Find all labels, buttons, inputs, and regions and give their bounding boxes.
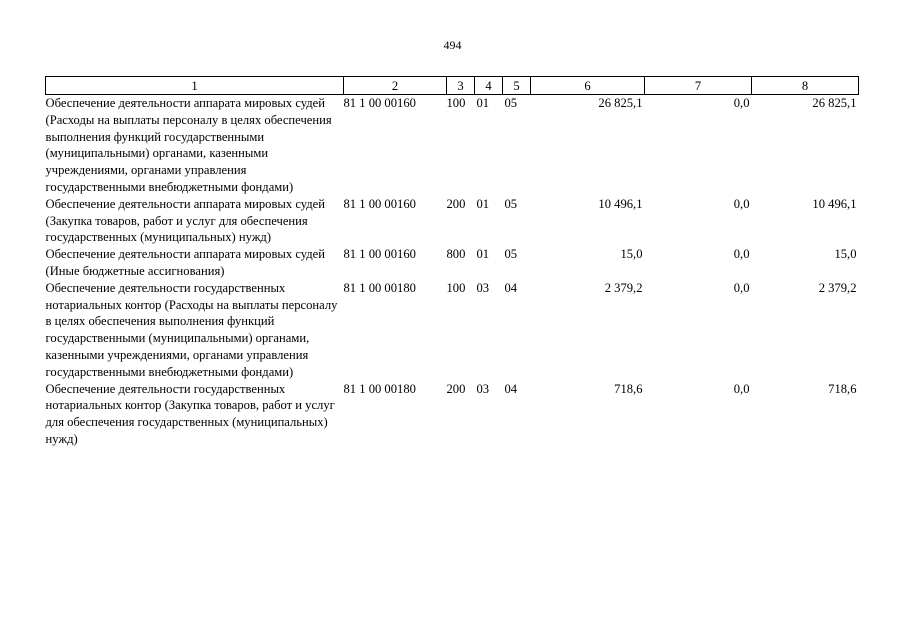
row-col4: 03 — [476, 381, 490, 396]
row-col3: 800 — [446, 247, 466, 262]
row-col7: 0,0 — [733, 381, 750, 396]
row-col6: 718,6 — [614, 381, 643, 396]
row-description: Обеспечение деятельности государственных нотариальных контор (Расходы на выплаты персоналу в целях обеспечения выполнения функций государственными (муниципальными) органами, казенными учреждениями, органами управления государственными внебюджетными фондами) — [45, 280, 338, 379]
table-row — [46, 246, 859, 280]
table-header — [46, 77, 859, 95]
row-code: 81 1 00 00160 — [343, 96, 416, 110]
row-description: Обеспечение деятельности аппарата мировых судей (Иные бюджетные ассигнования) — [45, 247, 325, 278]
row-col7: 0,0 — [733, 96, 750, 110]
row-col4: 03 — [476, 280, 490, 295]
row-col6: 15,0 — [620, 247, 643, 262]
row-description: Обеспечение деятельности аппарата мировых судей (Закупка товаров, работ и услуг для обеспечения государственных (муниципальных) нужд) — [45, 196, 325, 245]
row-code: 81 1 00 00160 — [343, 247, 416, 262]
column-header-4: 4 — [475, 77, 503, 95]
column-header-6: 6 — [531, 77, 645, 95]
row-col7: 0,0 — [733, 247, 750, 262]
table-body — [46, 95, 859, 448]
column-header-8: 8 — [752, 77, 859, 95]
header-row — [46, 77, 859, 95]
row-code: 81 1 00 00180 — [343, 381, 416, 396]
row-col6: 10 496,1 — [598, 196, 643, 211]
table-row — [46, 280, 859, 381]
page-number: 494 — [443, 38, 462, 52]
row-col5: 05 — [504, 247, 518, 262]
row-col6: 2 379,2 — [604, 280, 643, 295]
row-col8: 26 825,1 — [812, 96, 857, 110]
row-col4: 01 — [476, 247, 490, 262]
row-code: 81 1 00 00160 — [343, 196, 416, 211]
column-header-3: 3 — [447, 77, 475, 95]
budget-table — [45, 76, 859, 448]
row-col8: 10 496,1 — [812, 196, 857, 211]
table-row — [46, 381, 859, 448]
row-col4: 01 — [476, 196, 490, 211]
column-header-5: 5 — [503, 77, 531, 95]
row-col5: 04 — [504, 381, 518, 396]
row-col8: 718,6 — [828, 381, 857, 396]
row-code: 81 1 00 00180 — [343, 280, 416, 295]
row-col7: 0,0 — [733, 280, 750, 295]
column-header-7: 7 — [645, 77, 752, 95]
row-description: Обеспечение деятельности аппарата мировых судей (Расходы на выплаты персоналу в целях обеспечения выполнения функций государственными (муниципальными) органами, казенными учреждениями, органами управления государственными внебюджетными фондами) — [45, 96, 332, 194]
row-col5: 04 — [504, 280, 518, 295]
row-col5: 05 — [504, 96, 518, 110]
row-description: Обеспечение деятельности государственных нотариальных контор (Закупка товаров, работ и услуг для обеспечения государственных (муниципальных) нужд) — [45, 381, 335, 446]
row-col3: 200 — [446, 381, 466, 396]
row-col3: 100 — [446, 96, 466, 110]
row-col8: 2 379,2 — [818, 280, 857, 295]
row-col7: 0,0 — [733, 196, 750, 211]
row-col3: 200 — [446, 196, 466, 211]
row-col6: 26 825,1 — [598, 96, 643, 110]
column-header-1: 1 — [46, 77, 344, 95]
table-row — [46, 196, 859, 246]
row-col8: 15,0 — [834, 247, 857, 262]
column-header-2: 2 — [344, 77, 447, 95]
row-col5: 05 — [504, 196, 518, 211]
row-col4: 01 — [476, 96, 490, 110]
table-row — [46, 95, 859, 196]
row-col3: 100 — [446, 280, 466, 295]
